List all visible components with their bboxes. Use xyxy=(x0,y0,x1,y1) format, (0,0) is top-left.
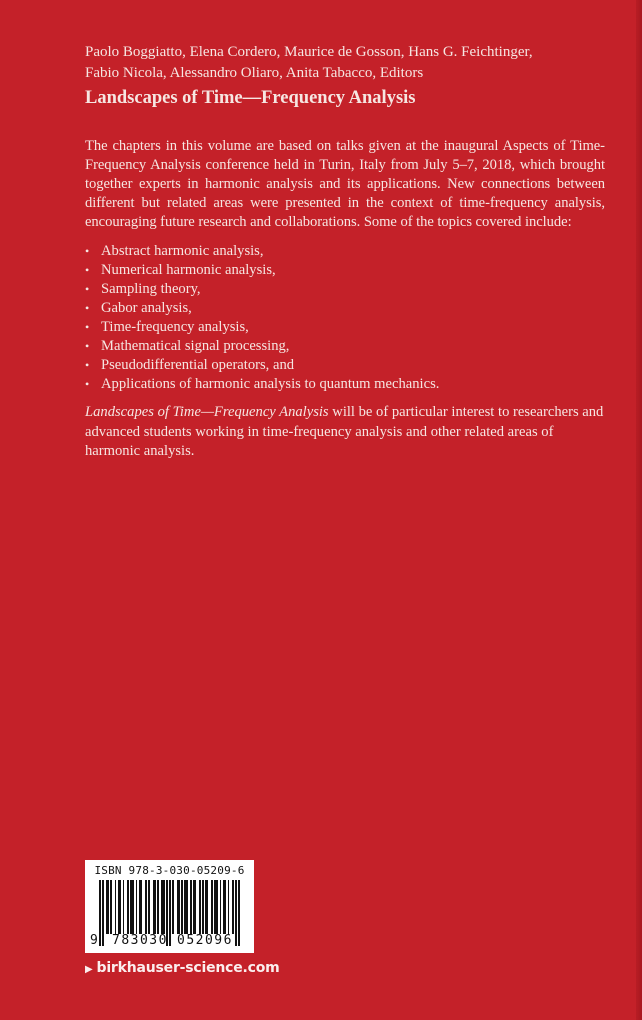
bullet-icon: • xyxy=(85,263,90,277)
bullet-icon: • xyxy=(85,282,90,296)
bullet-icon: • xyxy=(85,358,90,372)
topic-item xyxy=(85,375,605,394)
topic-item xyxy=(85,299,605,318)
publisher-website-link[interactable] xyxy=(85,958,280,980)
topic-item xyxy=(85,261,605,280)
topic-item xyxy=(85,280,605,299)
back-cover-content xyxy=(85,42,605,462)
topic-label: Abstract harmonic analysis, xyxy=(101,243,264,259)
closing-text: will be of particular interest to researchers and advanced students working in time-frequency analysis and other related areas of harmonic analysis. xyxy=(85,404,604,459)
bullet-icon: • xyxy=(85,301,90,315)
isbn-barcode xyxy=(85,860,254,953)
barcode-digits-left: 783030 xyxy=(112,933,168,948)
bullet-icon: • xyxy=(85,244,90,258)
topic-label: Sampling theory, xyxy=(101,281,201,297)
website-label: birkhauser-science.com xyxy=(96,960,280,976)
topic-item xyxy=(85,318,605,337)
topic-label: Applications of harmonic analysis to quantum mechanics. xyxy=(101,376,440,392)
topic-item xyxy=(85,356,605,375)
closing-paragraph xyxy=(85,403,605,462)
closing-title-italic: Landscapes of Time—Frequency Analysis xyxy=(85,404,329,420)
topic-item xyxy=(85,242,605,261)
editors-line-1: Paolo Boggiatto, Elena Cordero, Maurice de Gosson, Hans G. Feichtinger, xyxy=(85,44,533,60)
bullet-icon: • xyxy=(85,339,90,353)
topic-label: Numerical harmonic analysis, xyxy=(101,262,276,278)
topic-label: Gabor analysis, xyxy=(101,300,192,316)
editors-line-2: Fabio Nicola, Alessandro Oliaro, Anita Tabacco, Editors xyxy=(85,65,424,81)
topics-list xyxy=(85,242,605,394)
topic-label: Pseudodifferential operators, and xyxy=(101,357,295,373)
book-spine-edge xyxy=(636,0,642,1020)
topic-label: Mathematical signal processing, xyxy=(101,338,290,354)
topic-label: Time-frequency analysis, xyxy=(101,319,249,335)
editors-list xyxy=(85,42,605,84)
intro-paragraph: The chapters in this volume are based on talks given at the inaugural Aspects of Time-Frequency Analysis conference held in Turin, Italy from July 5–7, 2018, which brought together experts in harmonic analysis and its applications. New connections between different but related areas were presented in the context of time-frequency analysis, encouraging future research and collaborations. Some of the topics covered include: xyxy=(85,138,605,230)
barcode-digit-first: 9 xyxy=(90,933,98,948)
bullet-icon: • xyxy=(85,320,90,334)
book-title: Landscapes of Time—Frequency Analysis xyxy=(85,88,416,108)
isbn-label: ISBN 978-3-030-05209-6 xyxy=(94,864,245,877)
bullet-icon: • xyxy=(85,377,90,391)
barcode-digits-right: 052096 xyxy=(177,933,233,948)
topic-item xyxy=(85,337,605,356)
arrow-right-icon: ▶ xyxy=(85,964,93,975)
